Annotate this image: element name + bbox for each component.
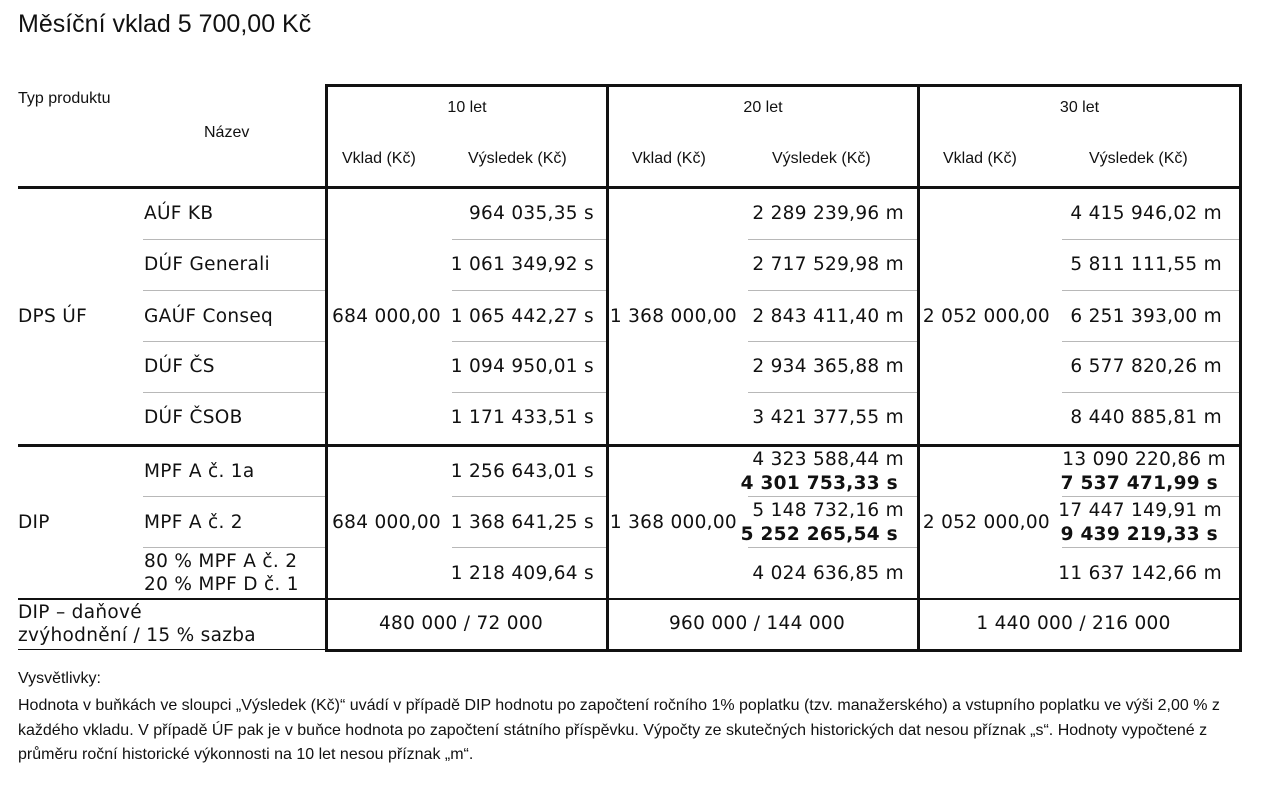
row-separator (452, 239, 606, 240)
result-cell-30-historical: 9 439 219,33 s (1060, 524, 1218, 545)
dip-bottom-border (18, 598, 1242, 600)
result-cell-20: 2 289 239,96 m (752, 203, 904, 224)
vklad-cell-dps-10: 684 000,00 (332, 306, 441, 327)
header-vysledek-10: Výsledek (Kč) (468, 150, 567, 167)
row-separator (143, 341, 325, 342)
row-separator (1062, 239, 1239, 240)
row-separator (452, 290, 606, 291)
result-cell-20: 2 717 529,98 m (752, 254, 904, 275)
row-separator (748, 496, 917, 497)
header-vklad-30: Vklad (Kč) (943, 150, 1017, 167)
result-cell-30: 6 577 820,26 m (1070, 356, 1222, 377)
table-bottom-border (325, 649, 1242, 652)
result-cell-30-historical: 7 537 471,99 s (1060, 473, 1218, 494)
table-top-border (325, 84, 1242, 87)
tax-row-underline (18, 649, 325, 650)
result-cell-30: 8 440 885,81 m (1070, 407, 1222, 428)
row-separator (1062, 290, 1239, 291)
header-vklad-20: Vklad (Kč) (632, 150, 706, 167)
row-separator (1062, 341, 1239, 342)
row-separator (748, 341, 917, 342)
tax-label-line-2: zvýhodnění / 15 % sazba (18, 625, 256, 646)
result-cell-20: 3 421 377,55 m (752, 407, 904, 428)
product-name: AÚF KB (144, 203, 214, 224)
result-cell-10: 1 256 643,01 s (450, 461, 594, 482)
result-cell-20: 4 323 588,44 m (752, 449, 904, 470)
col-divider-20 (606, 84, 609, 652)
row-separator (452, 547, 606, 548)
result-cell-30: 5 811 111,55 m (1070, 254, 1222, 275)
dps-bottom-border (18, 444, 1242, 447)
product-name: DÚF Generali (144, 254, 270, 275)
result-cell-10: 1 094 950,01 s (450, 356, 594, 377)
notes-heading: Vysvětlivky: (18, 670, 101, 687)
tax-cell-10: 480 000 / 72 000 (378, 613, 544, 634)
tax-cell-20: 960 000 / 144 000 (668, 613, 846, 634)
header-vklad-10: Vklad (Kč) (342, 150, 416, 167)
header-period-10: 10 let (447, 99, 487, 116)
result-cell-30: 13 090 220,86 m (1062, 449, 1226, 470)
result-cell-30: 4 415 946,02 m (1070, 203, 1222, 224)
col-divider-right (1239, 84, 1242, 652)
vklad-cell-dps-30: 2 052 000,00 (922, 306, 1050, 327)
result-cell-20-historical: 5 252 265,54 s (740, 524, 898, 545)
product-name: DÚF ČSOB (144, 407, 243, 428)
row-separator (748, 239, 917, 240)
product-name: MPF A č. 2 (144, 512, 243, 533)
tax-cell-30: 1 440 000 / 216 000 (976, 613, 1171, 634)
result-cell-10: 1 171 433,51 s (450, 407, 594, 428)
result-cell-20: 2 934 365,88 m (752, 356, 904, 377)
row-separator (143, 239, 325, 240)
result-cell-30: 11 637 142,66 m (1058, 563, 1222, 584)
product-name-line-1: 80 % MPF A č. 2 (144, 551, 298, 572)
header-period-30: 30 let (1059, 99, 1100, 116)
tax-label-line-1: DIP – daňové (18, 602, 142, 623)
group-label-dps: DPS ÚF (18, 306, 88, 327)
row-separator (748, 290, 917, 291)
result-cell-10: 1 368 641,25 s (450, 512, 594, 533)
row-separator (452, 496, 606, 497)
result-cell-30: 6 251 393,00 m (1070, 306, 1222, 327)
row-separator (452, 392, 606, 393)
header-bottom-border (18, 186, 1242, 189)
row-separator (1062, 392, 1239, 393)
row-separator (143, 392, 325, 393)
row-separator (143, 547, 325, 548)
col-divider-10 (325, 84, 328, 652)
notes-text: Hodnota v buňkách ve sloupci „Výsledek (Kč)“ uvádí v případě DIP hodnotu po započtení ročního 1% poplatku (tzv. manažerského) a vstupního poplatku ve výši 2,00 % z každého vkladu. V případě ÚF pak je v buňce hodnota po započtení státního příspěvku. Výpočty ze skutečných historických dat nesou příznak „s“. Hodnoty vypočtené z průměru roční historické výkonnosti na 10 let nesou příznak „m“. (18, 697, 1220, 763)
product-name: GAÚF Conseq (144, 306, 274, 327)
result-cell-20: 2 843 411,40 m (752, 306, 904, 327)
product-name: DÚF ČS (144, 356, 215, 377)
header-vysledek-30: Výsledek (Kč) (1089, 150, 1188, 167)
row-separator (143, 496, 325, 497)
vklad-cell-dip-30: 2 052 000,00 (922, 512, 1050, 533)
row-separator (452, 341, 606, 342)
result-cell-10: 1 065 442,27 s (450, 306, 594, 327)
result-cell-10: 1 061 349,92 s (450, 254, 594, 275)
col-divider-30 (917, 84, 920, 652)
page-title: Měsíční vklad 5 700,00 Kč (18, 10, 312, 38)
vklad-cell-dps-20: 1 368 000,00 (609, 306, 737, 327)
row-separator (1062, 547, 1239, 548)
vklad-cell-dip-10: 684 000,00 (332, 512, 441, 533)
row-separator (143, 290, 325, 291)
row-separator (748, 392, 917, 393)
row-separator (748, 547, 917, 548)
result-cell-30: 17 447 149,91 m (1058, 500, 1222, 521)
header-vysledek-20: Výsledek (Kč) (772, 150, 871, 167)
header-period-20: 20 let (743, 99, 783, 116)
header-nazev: Název (204, 124, 250, 141)
row-separator (1062, 496, 1239, 497)
result-cell-10: 1 218 409,64 s (450, 563, 594, 584)
header-typ-produktu: Typ produktu (18, 90, 111, 107)
group-label-dip: DIP (18, 512, 50, 533)
vklad-cell-dip-20: 1 368 000,00 (609, 512, 737, 533)
result-cell-20-historical: 4 301 753,33 s (740, 473, 898, 494)
product-name-line-2: 20 % MPF D č. 1 (144, 574, 299, 595)
result-cell-10: 964 035,35 s (468, 203, 594, 224)
result-cell-20: 5 148 732,16 m (752, 500, 904, 521)
product-name: MPF A č. 1a (144, 461, 255, 482)
result-cell-20: 4 024 636,85 m (752, 563, 904, 584)
